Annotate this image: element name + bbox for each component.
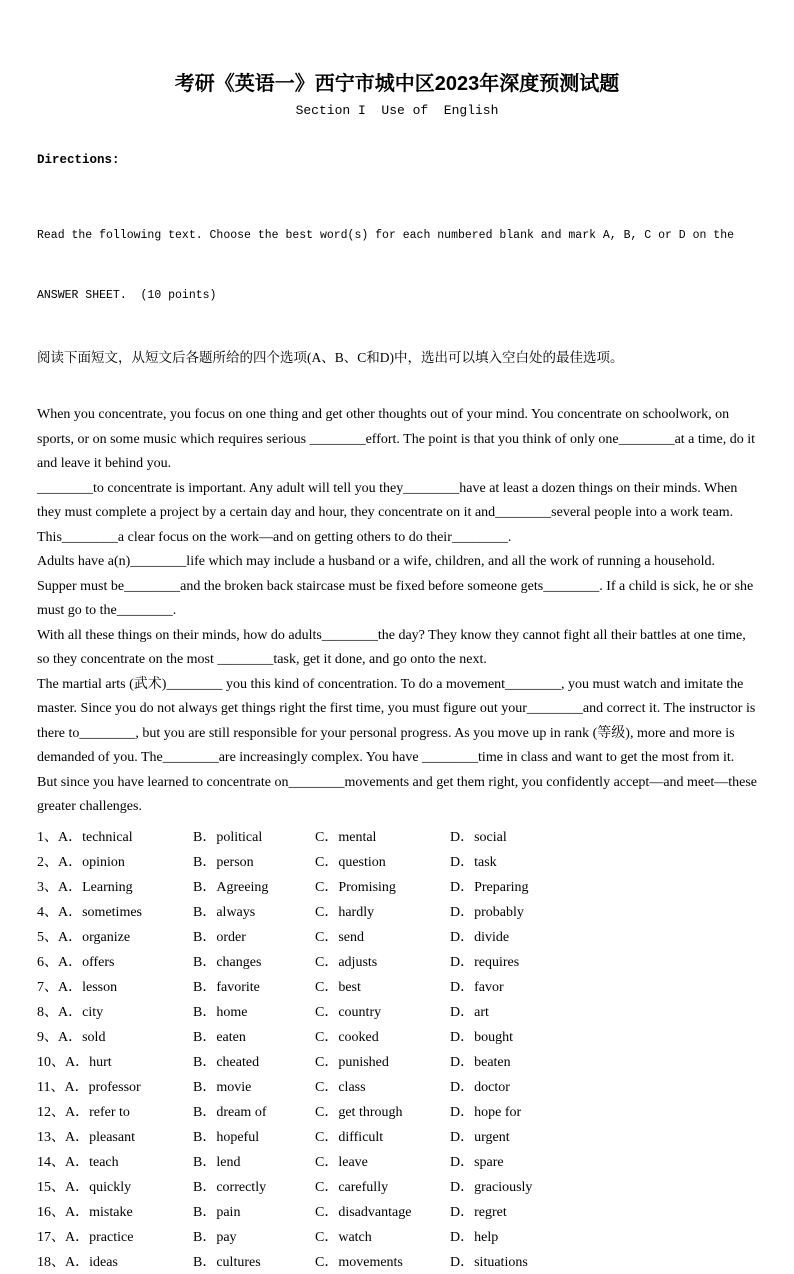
question-option-b: B．order [193,930,246,945]
question-option-b: B．lend [193,1155,241,1170]
question-option-b: B．person [193,855,254,870]
question-option-d: D．regret [450,1205,507,1220]
question-option-a: 15、A．quickly [37,1180,132,1195]
question-option-a: 3、A．Learning [37,880,133,895]
question-row [37,924,757,949]
question-option-b: B．favorite [193,980,260,995]
passage-paragraph: When you concentrate, you focus on one thing and get other thoughts out of your mind. You concentrate on schoolwork, on sports, or on some music which requires serious ________effort. The point is that you think of only one________at a time, do it and leave it behind you. [37,407,759,471]
question-row [37,1174,757,1199]
question-option-c: C．get through [315,1105,403,1120]
question-option-a: 5、A．organize [37,930,131,945]
passage-paragraph: Adults have a(n)________life which may include a husband or a wife, children, and all the work of running a household. Supper must be________and the broken back staircase must be fixed before someone gets________. If a child is sick, he or she must go to the________. [37,554,757,618]
question-row [37,899,757,924]
section-heading: Section I Use of English [295,103,499,118]
question-option-a: 13、A．pleasant [37,1130,135,1145]
passage-paragraph: ________to concentrate is important. Any adult will tell you they________have at least a dozen things on their minds. When they must complete a project by a certain day and hour, they concentrate on it and________several people into a work team. This________a clear focus on the work—and on getting others to do their________. [37,480,741,545]
directions-block [37,123,757,396]
question-list [37,824,757,1274]
directions-english-lines [37,198,757,318]
question-option-a: 9、A．sold [37,1030,106,1045]
question-option-d: D．probably [450,905,524,920]
question-option-c: C．send [315,930,364,945]
question-option-c: C．best [315,980,361,995]
question-option-d: D．hope for [450,1105,522,1120]
question-option-d: D．beaten [450,1055,511,1070]
question-option-c: C．watch [315,1230,372,1245]
question-option-a: 1、A．technical [37,830,133,845]
question-option-c: C．carefully [315,1180,389,1195]
question-row [37,1249,757,1274]
question-option-d: D．bought [450,1030,513,1045]
question-option-d: D．graciously [450,1180,533,1195]
question-option-c: C．adjusts [315,955,378,970]
directions-label: Directions: [37,153,120,167]
question-option-a: 7、A．lesson [37,980,118,995]
question-option-b: B．political [193,830,263,845]
question-option-c: C．mental [315,830,377,845]
question-row [37,849,757,874]
question-option-b: B．always [193,905,256,920]
question-option-a: 14、A．teach [37,1155,119,1170]
question-row [37,1199,757,1224]
question-option-d: D．social [450,830,507,845]
question-option-a: 16、A．mistake [37,1205,133,1220]
question-option-c: C．class [315,1080,366,1095]
question-option-d: D．art [450,1005,489,1020]
question-option-d: D．situations [450,1255,528,1270]
question-option-c: C．hardly [315,905,375,920]
question-option-c: C．Promising [315,880,396,895]
question-row [37,874,757,899]
question-option-c: C．difficult [315,1130,384,1145]
question-row [37,1224,757,1249]
question-option-a: 17、A．practice [37,1230,134,1245]
question-option-d: D．favor [450,980,504,995]
question-option-c: C．question [315,855,386,870]
question-option-b: B．dream of [193,1105,267,1120]
directions-english-line: Read the following text. Choose the best word(s) for each numbered blank and mark A, B, C or D on the [37,229,735,242]
question-option-b: B．movie [193,1080,252,1095]
question-option-c: C．country [315,1005,382,1020]
question-option-d: D．help [450,1230,499,1245]
question-option-b: B．hopeful [193,1130,260,1145]
question-row [37,1149,757,1174]
question-row [37,974,757,999]
question-option-a: 12、A．refer to [37,1105,130,1120]
passage-paragraph: With all these things on their minds, how do adults________the day? They know they cannot fight all their battles at one time, so they concentrate on the most ________task, get it done, and go onto the next. [37,627,750,667]
directions-chinese-line: 阅读下面短文，从短文后各题所给的四个选项(A、B、C和D)中，选出可以填入空白处的最佳选项。 [37,350,624,365]
question-row [37,1049,757,1074]
question-option-d: D．task [450,855,497,870]
question-option-c: C．leave [315,1155,368,1170]
question-row [37,999,757,1024]
question-option-b: B．pay [193,1230,237,1245]
question-option-a: 18、A．ideas [37,1255,118,1270]
question-option-c: C．disadvantage [315,1205,412,1220]
passage-paragraph: The martial arts (武术)________ you this kind of concentration. To do a movement________, you must watch and imitate the master. Since you do not always get things right the first time, you must figure out your________and correct it. The instructor is there to________, but you are still responsible for your personal progress. As you move up in rank (等级), more and more is demanded of you. The________are increasingly complex. You have ________time in class and want to get the most from it. But since you have learned to concentrate on________movements and get them right, you confidently accept—and meet—these greater challenges. [37,676,761,814]
question-row [37,1099,757,1124]
question-option-b: B．home [193,1005,248,1020]
question-option-d: D．urgent [450,1130,510,1145]
question-option-a: 11、A．professor [37,1080,141,1095]
question-option-b: B．correctly [193,1180,267,1195]
question-option-d: D．doctor [450,1080,510,1095]
question-row [37,1024,757,1049]
question-option-a: 6、A．offers [37,955,115,970]
question-option-d: D．spare [450,1155,504,1170]
question-option-a: 4、A．sometimes [37,905,142,920]
question-option-d: D．Preparing [450,880,529,895]
cloze-passage [37,403,761,820]
question-option-b: B．cultures [193,1255,261,1270]
directions-english-line: ANSWER SHEET. (10 points) [37,289,217,302]
question-option-a: 2、A．opinion [37,855,125,870]
question-option-a: 8、A．city [37,1005,104,1020]
question-option-b: B．Agreeing [193,880,269,895]
question-option-b: B．changes [193,955,262,970]
question-row [37,1124,757,1149]
question-option-c: C．movements [315,1255,403,1270]
question-option-a: 10、A．hurt [37,1055,112,1070]
question-option-b: B．cheated [193,1055,260,1070]
question-row [37,1074,757,1099]
question-row [37,824,757,849]
question-option-b: B．eaten [193,1030,246,1045]
question-option-b: B．pain [193,1205,241,1220]
page-title: 考研《英语一》西宁市城中区2023年深度预测试题 [174,73,620,95]
question-option-c: C．punished [315,1055,389,1070]
question-option-c: C．cooked [315,1030,379,1045]
question-row [37,949,757,974]
question-option-d: D．divide [450,930,510,945]
question-option-d: D．requires [450,955,520,970]
